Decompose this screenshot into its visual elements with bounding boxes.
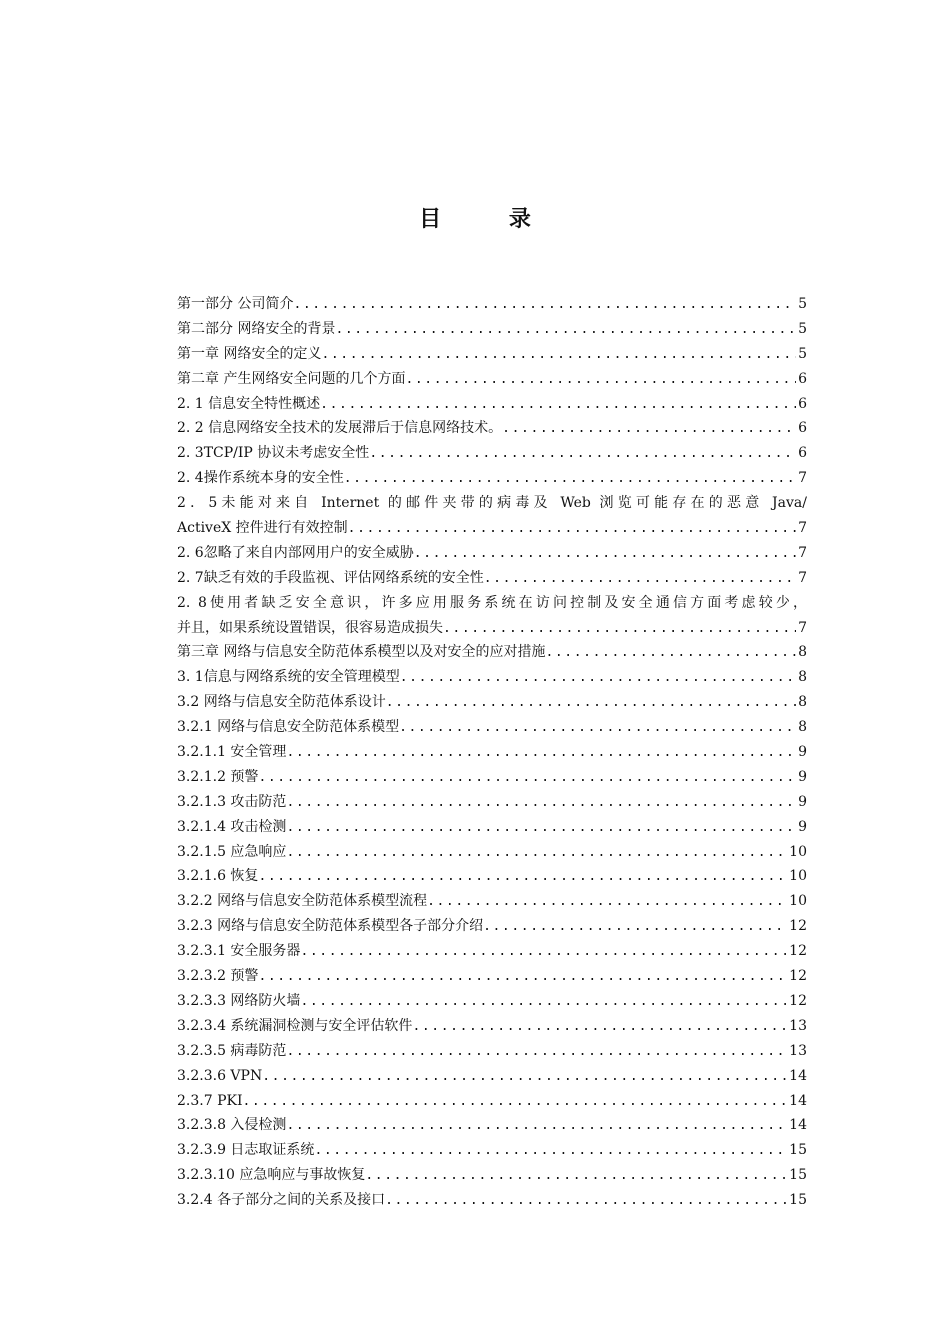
- toc-dot-leader: [412, 1015, 787, 1039]
- toc-dot-leader: [483, 915, 787, 939]
- toc-entry-title: 2.3.7 PKI: [177, 1092, 243, 1109]
- toc-dot-leader: [427, 890, 787, 914]
- toc-page-number: 12: [789, 992, 807, 1009]
- toc-entry-title: 3.2.3.4 系统漏洞检测与安全评估软件: [177, 1017, 413, 1034]
- toc-entry[interactable]: [177, 640, 807, 665]
- toc-dot-leader: [335, 318, 796, 342]
- toc-entry-title: 3.2.1 网络与信息安全防范体系模型: [177, 719, 400, 736]
- toc-dot-leader: [400, 666, 796, 690]
- toc-page-number: 5: [798, 296, 807, 312]
- toc-entry[interactable]: [177, 292, 807, 317]
- toc-page-number: 8: [798, 644, 807, 661]
- toc-entry-title: 2. 7缺乏有效的手段监视、评估网络系统的安全性: [177, 569, 484, 586]
- toc-entry-title: 3.2.2 网络与信息安全防范体系模型流程: [177, 893, 428, 910]
- toc-entry[interactable]: [177, 1188, 807, 1213]
- toc-entry[interactable]: [177, 541, 807, 566]
- toc-entry-title: 3.2.3.9 日志取证系统: [177, 1142, 315, 1159]
- toc-entry-title: 3.2.3.8 入侵检测: [177, 1117, 287, 1134]
- toc-entry[interactable]: [177, 939, 807, 964]
- toc-entry[interactable]: [177, 889, 807, 914]
- page-title: 目 录: [419, 207, 561, 232]
- toc-dot-leader: [286, 791, 796, 815]
- toc-page-number: 7: [798, 470, 807, 487]
- toc-page-number: 7: [798, 619, 807, 636]
- toc-entry-title: 3.2.1.3 攻击防范: [177, 793, 287, 810]
- toc-entry[interactable]: [177, 1014, 807, 1039]
- toc-page-number: 7: [798, 520, 807, 537]
- toc-entry-title: 3.2.4 各子部分之间的关系及接口: [177, 1192, 386, 1209]
- toc-page-number: 6: [798, 370, 807, 387]
- toc-page-number: 12: [789, 943, 807, 960]
- toc-page-number: 5: [798, 320, 807, 337]
- toc-entry[interactable]: [177, 765, 807, 790]
- toc-dot-leader: [314, 1139, 787, 1163]
- toc-page-number: 7: [798, 569, 807, 586]
- toc-page-number: 5: [798, 345, 807, 362]
- toc-dot-leader: [286, 741, 796, 765]
- toc-entry-continued: 2. 8使用者缺乏安全意识，许多应用服务系统在访问控制及安全通信方面考虑较少，: [177, 594, 807, 611]
- toc-dot-leader: [258, 965, 787, 989]
- toc-entry[interactable]: [177, 367, 807, 392]
- toc-entry[interactable]: [177, 1064, 807, 1089]
- toc-entry-title: 2. 3TCP/IP 协议未考虑安全性: [177, 445, 370, 462]
- toc-dot-leader: [286, 816, 796, 840]
- toc-entry[interactable]: [177, 1163, 807, 1188]
- toc-page-number: 12: [789, 918, 807, 935]
- toc-entry[interactable]: [177, 466, 807, 491]
- toc-page-number: 15: [789, 1142, 807, 1159]
- toc-page-number: 15: [789, 1192, 807, 1209]
- toc-entry-title: 第一部分 公司简介: [177, 296, 294, 312]
- toc-entry-continued: 2．5未能对来自 Internet 的邮件夹带的病毒及 Web 浏览可能存在的恶意 Java/: [177, 495, 807, 512]
- toc-entry[interactable]: [177, 416, 807, 441]
- toc-dot-leader: [286, 1040, 787, 1064]
- toc-dot-leader: [348, 517, 796, 541]
- toc-entry[interactable]: [177, 665, 807, 690]
- toc-entry[interactable]: [177, 840, 807, 865]
- toc-page-number: 10: [789, 893, 807, 910]
- toc-entry-title: 3. 1信息与网络系统的安全管理模型: [177, 669, 400, 686]
- table-of-contents: [177, 292, 807, 1213]
- toc-dot-leader: [369, 442, 796, 466]
- toc-page-number: 6: [798, 445, 807, 462]
- toc-entry[interactable]: [177, 815, 807, 840]
- toc-dot-leader: [258, 865, 787, 889]
- toc-entry[interactable]: [177, 616, 807, 641]
- toc-entry-title: 2. 2 信息网络安全技术的发展滞后于信息网络技术。: [177, 420, 503, 437]
- toc-entry-title: 3.2 网络与信息安全防范体系设计: [177, 694, 386, 711]
- toc-page-number: 8: [798, 694, 807, 711]
- toc-page-number: 8: [798, 719, 807, 736]
- toc-dot-leader: [344, 467, 796, 491]
- toc-entry[interactable]: [177, 441, 807, 466]
- toc-entry[interactable]: [177, 864, 807, 889]
- toc-dot-leader: [484, 567, 796, 591]
- toc-dot-leader: [286, 1114, 787, 1138]
- toc-dot-leader: [386, 691, 796, 715]
- toc-page-number: 13: [789, 1017, 807, 1034]
- toc-dot-leader: [385, 1189, 787, 1213]
- toc-dot-leader: [300, 940, 787, 964]
- toc-entry-title: 3.2.3.6 VPN: [177, 1067, 263, 1084]
- toc-entry-title: 3.2.1.6 恢复: [177, 868, 259, 885]
- toc-page-number: 9: [798, 744, 807, 761]
- toc-entry-title: 2. 1 信息安全特性概述: [177, 395, 321, 412]
- toc-entry[interactable]: [177, 989, 807, 1014]
- toc-dot-leader: [414, 542, 796, 566]
- toc-entry-title: 2. 6忽略了来自内部网用户的安全威胁: [177, 544, 414, 561]
- toc-entry[interactable]: [177, 1039, 807, 1064]
- toc-page-number: 9: [798, 793, 807, 810]
- toc-entry[interactable]: [177, 566, 807, 591]
- toc-entry-title: 3.2.3 网络与信息安全防范体系模型各子部分介绍: [177, 918, 484, 935]
- toc-page-number: 8: [798, 669, 807, 686]
- toc-dot-leader: [293, 293, 796, 317]
- toc-page-number: 6: [798, 420, 807, 437]
- toc-entry-title: 3.2.1.2 预警: [177, 768, 259, 785]
- toc-entry[interactable]: [177, 516, 807, 541]
- toc-entry[interactable]: [177, 392, 807, 417]
- toc-page-number: 13: [789, 1042, 807, 1059]
- toc-dot-leader: [262, 1065, 787, 1089]
- toc-page-number: 15: [789, 1167, 807, 1184]
- toc-entry[interactable]: [177, 690, 807, 715]
- toc-page-number: 10: [789, 868, 807, 885]
- toc-dot-leader: [502, 417, 796, 441]
- toc-entry-title: 3.2.1.5 应急响应: [177, 843, 287, 860]
- toc-entry[interactable]: [177, 964, 807, 989]
- toc-entry-title: 3.2.3.3 网络防火墙: [177, 992, 301, 1009]
- toc-entry-title: 第三章 网络与信息安全防范体系模型以及对安全的应对措施: [177, 644, 546, 661]
- toc-dot-leader: [321, 343, 796, 367]
- toc-page-number: 14: [789, 1117, 807, 1134]
- toc-entry[interactable]: [177, 914, 807, 939]
- toc-dot-leader: [399, 716, 796, 740]
- toc-entry-title: 2. 4操作系统本身的安全性: [177, 470, 344, 487]
- toc-dot-leader: [405, 368, 796, 392]
- toc-page-number: 6: [798, 395, 807, 412]
- toc-dot-leader: [320, 393, 796, 417]
- toc-entry-title: 3.2.1.4 攻击检测: [177, 818, 287, 835]
- toc-entry[interactable]: [177, 1113, 807, 1138]
- toc-dot-leader: [443, 617, 796, 641]
- toc-entry[interactable]: [177, 715, 807, 740]
- toc-page-number: 12: [789, 968, 807, 985]
- toc-entry-title: 第二章 产生网络安全问题的几个方面: [177, 370, 406, 387]
- toc-page-number: 9: [798, 768, 807, 785]
- toc-entry-title: 3.2.3.1 安全服务器: [177, 943, 301, 960]
- toc-entry-title: 3.2.3.2 预警: [177, 968, 259, 985]
- toc-page-number: 10: [789, 843, 807, 860]
- toc-dot-leader: [258, 766, 796, 790]
- toc-page-number: 14: [789, 1092, 807, 1109]
- toc-entry[interactable]: [177, 317, 807, 342]
- toc-dot-leader: [286, 841, 787, 865]
- toc-entry-title: ActiveX 控件进行有效控制: [177, 520, 348, 537]
- toc-entry-title: 3.2.1.1 安全管理: [177, 744, 287, 761]
- toc-page-number: 7: [798, 544, 807, 561]
- toc-page-number: 9: [798, 818, 807, 835]
- toc-entry-title: 第二部分 网络安全的背景: [177, 320, 336, 337]
- toc-dot-leader: [242, 1090, 787, 1114]
- toc-entry-title: 第一章 网络安全的定义: [177, 345, 322, 362]
- toc-entry-title: 3.2.3.5 病毒防范: [177, 1042, 287, 1059]
- toc-entry[interactable]: [177, 342, 807, 367]
- toc-entry[interactable]: [177, 790, 807, 815]
- toc-dot-leader: [300, 990, 787, 1014]
- toc-entry-title: 并且，如果系统设置错误，很容易造成损失: [177, 619, 443, 636]
- toc-dot-leader: [545, 641, 796, 665]
- toc-entry[interactable]: [177, 740, 807, 765]
- toc-dot-leader: [365, 1164, 787, 1188]
- toc-entry[interactable]: [177, 1089, 807, 1114]
- toc-entry[interactable]: [177, 1138, 807, 1163]
- toc-page-number: 14: [789, 1067, 807, 1084]
- toc-entry-title: 3.2.3.10 应急响应与事故恢复: [177, 1167, 366, 1184]
